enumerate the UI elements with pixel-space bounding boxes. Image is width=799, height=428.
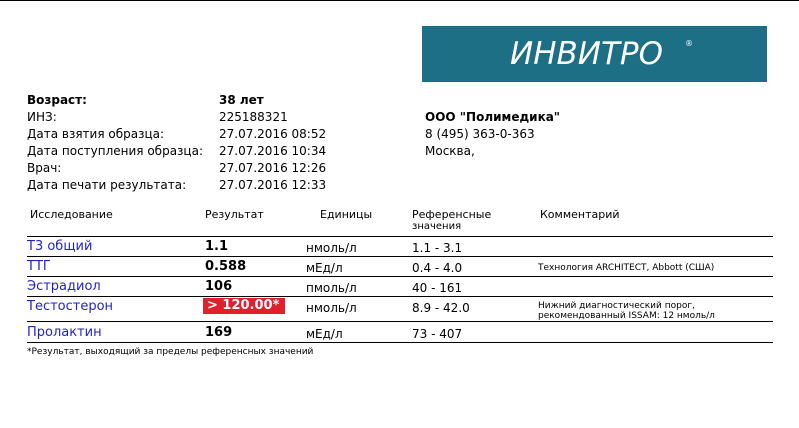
row-ttg-name[interactable]: ТТГ — [27, 259, 51, 274]
row-estradiol-ref: 40 - 161 — [412, 281, 463, 295]
row-t3-result: 1.1 — [205, 239, 229, 254]
header-ref-line2: значения — [412, 221, 462, 232]
row-prolactin-name[interactable]: Пролактин — [27, 325, 102, 340]
row-prolactin-result: 169 — [205, 325, 233, 340]
row-prolactin-units: мЕд/л — [306, 327, 343, 341]
header-result: Результат — [205, 208, 264, 221]
lab-city: Москва, — [425, 144, 475, 158]
table-divider — [27, 276, 773, 277]
header-study: Исследование — [30, 208, 113, 221]
row-estradiol-result: 106 — [205, 279, 233, 294]
arrival-date-value: 27.07.2016 10:34 — [219, 144, 327, 158]
table-divider — [27, 321, 773, 322]
row-prolactin-ref: 73 - 407 — [412, 327, 463, 341]
footnote: *Результат, выходящий за пределы референсных значений — [27, 347, 314, 357]
doctor-label: Врач: — [27, 161, 62, 175]
logo-text: ИНВИТРО — [510, 36, 663, 72]
row-t3-units: нмоль/л — [306, 241, 357, 255]
age-value: 38 лет — [219, 93, 264, 107]
print-date-label: Дата печати результата: — [27, 178, 187, 192]
invitro-logo — [422, 26, 767, 82]
print-date-value: 27.07.2016 12:33 — [219, 178, 327, 192]
header-ref-line1: Референсные — [412, 208, 492, 221]
table-divider — [27, 296, 773, 297]
row-t3-ref: 1.1 - 3.1 — [412, 241, 463, 255]
row-testosterone-comment-line1: Нижний диагностический порог, — [538, 301, 695, 311]
row-t3-name[interactable]: Т3 общий — [27, 239, 93, 254]
inz-label: ИНЗ: — [27, 110, 57, 124]
header-units: Единицы — [320, 208, 373, 221]
row-testosterone-result-flag: > 120.00* — [203, 298, 285, 314]
registered-mark: ® — [685, 39, 693, 48]
row-testosterone-units: нмоль/л — [306, 301, 357, 315]
doctor-value: 27.07.2016 12:26 — [219, 161, 327, 175]
row-testosterone-comment-line2: рекомендованный ISSAM: 12 нмоль/л — [538, 311, 715, 321]
row-ttg-units: мЕд/л — [306, 261, 343, 275]
arrival-date-label: Дата поступления образца: — [27, 144, 203, 158]
lab-phone: 8 (495) 363-0-363 — [425, 127, 535, 141]
table-divider — [27, 256, 773, 257]
lab-name: ООО "Полимедика" — [425, 110, 561, 124]
inz-value: 225188321 — [219, 110, 288, 124]
row-estradiol-units: пмоль/л — [306, 281, 357, 295]
table-divider — [27, 236, 773, 237]
row-ttg-ref: 0.4 - 4.0 — [412, 261, 463, 275]
header-comment: Комментарий — [540, 208, 620, 221]
row-ttg-result: 0.588 — [205, 259, 247, 274]
row-estradiol-name[interactable]: Эстрадиол — [27, 279, 101, 294]
row-testosterone-name[interactable]: Тестостерон — [27, 299, 114, 314]
table-divider — [27, 342, 773, 343]
row-testosterone-ref: 8.9 - 42.0 — [412, 301, 470, 315]
row-ttg-comment: Технология ARCHITECT, Abbott (США) — [538, 263, 715, 273]
age-label: Возраст: — [27, 93, 87, 107]
sample-date-value: 27.07.2016 08:52 — [219, 127, 327, 141]
top-border — [0, 0, 799, 1]
sample-date-label: Дата взятия образца: — [27, 127, 165, 141]
